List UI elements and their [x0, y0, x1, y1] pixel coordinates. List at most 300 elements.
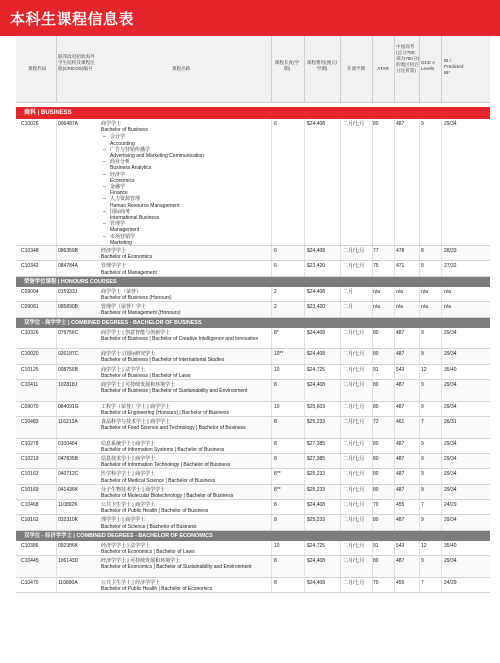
cell-intake: 二月/七月 [343, 381, 365, 388]
course-name-cn: 信息系统学士 | 商学学士 [101, 440, 156, 447]
cell-gaokao: 487 [396, 351, 405, 358]
cell-atar: 70 [373, 579, 379, 586]
course-name-en: Bachelor of Public Health | Bachelor of Business [101, 508, 209, 515]
course-name-en: Bachelor of Management (Honours) [101, 310, 181, 317]
header-name: 课程名称 [172, 66, 191, 71]
cell-ib: 29/34 [444, 486, 457, 493]
section-header: 荣誉学位课程 | HONOURS COURSES [16, 277, 490, 287]
course-name-cn: 商学学士 | 国际研究学士 [101, 351, 156, 358]
cell-cricos: 008756B [58, 366, 79, 373]
course-name-en: Bachelor of Engineering (Honours) | Bachelor of Business [101, 409, 230, 416]
cell-ib: 24/29 [444, 579, 457, 586]
cell-ib: 29/34 [444, 455, 457, 462]
major-name-cn: – 国际商务 [110, 208, 131, 215]
cell-ib: 24/29 [444, 502, 457, 509]
course-name-cn: 管理学（荣誉）学士 [101, 304, 147, 311]
cell-gce: 9 [421, 558, 424, 565]
cell-atar: 80 [373, 558, 379, 565]
cell-ib: 29/34 [444, 351, 457, 358]
cell-cricos: 085890B [58, 304, 79, 311]
major-name-cn: – 商业分析 [110, 159, 131, 166]
cell-code: C10169 [21, 486, 39, 493]
cell-gaokao: 487 [396, 558, 405, 565]
cell-gce: 9 [421, 455, 424, 462]
cell-code: C09070 [21, 403, 39, 410]
cell-length: 8 [274, 558, 277, 565]
cell-gaokao: n/a [396, 304, 403, 311]
major-name-en: Marketing [110, 239, 132, 246]
course-name-en: Bachelor of Economics [101, 254, 153, 261]
course-name-en: Bachelor of Medical Science | Bachelor of Business [101, 477, 216, 484]
table-row [16, 469, 490, 484]
header-length: 课程长度(学期) [274, 60, 300, 71]
cell-gaokao: 487 [396, 381, 405, 388]
course-name-en: Bachelor of Public Health | Bachelor of Economics [101, 586, 213, 593]
cell-gaokao: 543 [396, 366, 405, 373]
table-row [16, 515, 490, 530]
course-name-cn: 经济学学士 [101, 248, 127, 254]
course-name-cn: 理学学士 | 商学学士 [101, 517, 146, 524]
cell-code: C09004 [21, 288, 39, 295]
cell-ib: 29/34 [444, 440, 457, 447]
cell-intake: 二月/七月 [343, 455, 365, 462]
cell-code: C10219 [21, 455, 39, 462]
header-code: 课程代码 [28, 66, 47, 71]
cell-ib: 27/32 [444, 263, 457, 270]
cell-ib: 29/34 [444, 471, 457, 478]
major-item [101, 134, 271, 146]
cell-fee: $23,420 [307, 304, 326, 311]
header-intake: 开课学期 [346, 66, 366, 71]
cell-length: 8 [274, 517, 277, 524]
cell-course-name [101, 471, 271, 483]
cell-gce: 7 [421, 579, 424, 586]
table-row [16, 287, 490, 302]
table-row [16, 261, 490, 276]
course-name-en: Bachelor of Business (Honours) [101, 294, 172, 301]
cell-cricos: 084784A [58, 263, 79, 270]
cell-ib: 26/31 [444, 418, 457, 425]
cell-cricos: 041436K [58, 486, 79, 493]
cell-intake: 二月/七月 [343, 403, 365, 410]
cell-intake: 二月/七月 [343, 121, 365, 127]
course-name-cn: 公共卫生学士 | 商学学士 [101, 502, 156, 509]
cell-course-name [101, 558, 271, 570]
cell-fee: $23,420 [307, 263, 326, 270]
cell-ib: 35/40 [444, 542, 457, 549]
cell-fee: $24,408 [307, 502, 326, 509]
cell-length: 10** [274, 351, 284, 358]
cell-fee: $24,408 [307, 248, 326, 254]
table-row [16, 246, 490, 261]
cell-intake: 二月 [343, 304, 354, 311]
cell-code: C10326 [21, 329, 39, 336]
cell-ib: 28/33 [444, 248, 457, 254]
cell-code: C10411 [21, 381, 39, 388]
section-header: 双学位 - 经济学学士 | COMBINED DEGREES - BACHELOR OF ECONOMICS [16, 531, 490, 541]
cell-length: 8 [274, 455, 277, 462]
cell-code: C10020 [21, 351, 39, 358]
course-name-en: Bachelor of Economics | Bachelor of Sustainability and Environment [101, 564, 252, 571]
cell-gce: 9 [421, 403, 424, 410]
section-header: 商科 | BUSINESS [16, 107, 490, 119]
section-rows [16, 328, 490, 531]
cell-intake: 二月/七月 [343, 579, 365, 586]
cell-fee: $25,233 [307, 517, 326, 524]
cell-intake: 二月/七月 [343, 366, 365, 373]
cell-fee: $24,408 [307, 558, 326, 565]
cell-course-name [101, 263, 271, 275]
page-title: 本科生课程信息表 [10, 10, 135, 28]
cell-code: C10026 [21, 121, 39, 127]
cell-cricos: 086359B [58, 248, 79, 254]
cell-atar: 80 [373, 403, 379, 410]
table-row [16, 402, 490, 417]
course-name-cn: 管理学学士 [101, 263, 127, 270]
cell-length: 6 [274, 263, 277, 270]
course-name-en: Bachelor of Business | Bachelor of International Studies [101, 357, 225, 364]
cell-intake: 二月/七月 [343, 440, 365, 447]
cell-fee: $24,408 [307, 288, 326, 295]
cell-intake: 二月/七月 [343, 486, 365, 493]
major-item [101, 184, 271, 196]
cell-length: 8** [274, 486, 281, 493]
header-atar: ATAR [377, 66, 389, 71]
cell-course-name [101, 404, 271, 416]
major-item [101, 234, 271, 246]
major-name-cn: – 人力资源管理 [110, 196, 141, 203]
cell-code: C10470 [21, 579, 39, 586]
course-name-cn: 医学科学学士 | 商学学士 [101, 471, 156, 478]
cell-cricos: 032310K [58, 517, 79, 524]
major-name-en: Accounting [110, 140, 135, 147]
cell-length: 10 [274, 403, 280, 410]
course-name-cn: 信息技术学士 | 商学学士 [101, 455, 156, 462]
cell-gce: 9 [421, 517, 424, 524]
cell-code: C10278 [21, 440, 39, 447]
cell-course-name [101, 367, 271, 379]
cell-intake: 二月/七月 [343, 248, 365, 254]
major-item [101, 209, 271, 221]
course-table [16, 107, 490, 593]
cell-intake: 二月/七月 [343, 351, 365, 358]
major-name-en: International Business [110, 215, 160, 222]
table-row [16, 365, 490, 380]
cell-code: C10163 [21, 471, 39, 478]
cell-gce: 9 [421, 351, 424, 358]
cell-gaokao: 487 [396, 517, 405, 524]
cell-cricos: 116213A [58, 418, 78, 425]
cell-gaokao: 487 [396, 329, 405, 336]
cell-course-name [101, 351, 271, 363]
cell-fee: $25,233 [307, 486, 326, 493]
cell-gaokao: 471 [396, 263, 405, 270]
course-name-cn: 商学学士 | 可持续发展和环境学士 [101, 381, 176, 388]
cell-length: 2 [274, 288, 277, 295]
cell-gce: 8 [421, 248, 424, 254]
cell-cricos: 106143D [58, 558, 79, 565]
section-header: 双学位 - 商学学士 | COMBINED DEGREES - BACHELOR OF BUSINESS [16, 318, 490, 328]
course-name-cn: 商学学士（荣誉） [101, 288, 142, 295]
cell-course-name [101, 304, 271, 316]
major-name-cn: – 广告与营销传播学 [110, 146, 151, 153]
cell-code: C10468 [21, 502, 39, 509]
cell-gaokao: 487 [396, 455, 405, 462]
cell-gce: 9 [421, 381, 424, 388]
table-row [16, 500, 490, 515]
cell-course-name [101, 382, 271, 394]
cell-cricos: 026187C [58, 351, 79, 358]
cell-atar: 80 [373, 486, 379, 493]
cell-length: 6 [274, 121, 277, 127]
cell-fee: $24,408 [307, 381, 326, 388]
cell-length: 10 [274, 542, 280, 549]
major-name-cn: – 会计学 [110, 134, 126, 141]
table-row [16, 417, 490, 439]
course-name-cn: 商学学士 [101, 121, 122, 127]
cell-intake: 二月/七月 [343, 329, 365, 336]
cell-atar: n/a [373, 288, 380, 295]
cell-gce: n/a [421, 288, 428, 295]
cell-course-name [101, 419, 271, 431]
cell-gaokao: 461 [396, 418, 405, 425]
cell-gce: 7 [421, 502, 424, 509]
course-name-cn: 经济学学士 | 法学学士 [101, 542, 151, 549]
cell-atar: 80 [373, 455, 379, 462]
cell-ib: 35/40 [444, 366, 457, 373]
cell-length: 2 [274, 304, 277, 311]
cell-gaokao: 455 [396, 502, 405, 509]
cell-atar: 80 [373, 121, 379, 127]
cell-ib: 29/34 [444, 121, 457, 127]
table-row [16, 302, 490, 317]
cell-atar: n/a [373, 304, 380, 311]
cell-length: 8 [274, 440, 277, 447]
cell-gce: n/a [421, 304, 428, 311]
course-name-en: Bachelor of Business [101, 127, 148, 134]
course-name-en: Bachelor of Information Systems | Bachelor of Business [101, 446, 225, 453]
major-item [101, 221, 271, 233]
cell-intake: 二月/七月 [343, 263, 365, 270]
cell-cricos: 110892K [58, 502, 78, 509]
cell-intake: 二月 [343, 288, 354, 295]
cell-intake: 二月/七月 [343, 471, 365, 478]
course-name-en: Bachelor of Information Technology | Bachelor of Business [101, 462, 231, 469]
header-cricos: 联邦政府招收海外学生院校及课程注册(CRICOS)编号 [58, 54, 95, 71]
cell-code: C10125 [21, 366, 39, 373]
cell-code: C10483 [21, 418, 39, 425]
cell-course-name [101, 517, 271, 529]
course-name-en: Bachelor of Business | Bachelor of Sustainability and Environment [101, 388, 248, 395]
cell-gaokao: 455 [396, 579, 405, 586]
course-name-cn: 商学学士 | 法学学士 [101, 366, 146, 373]
cell-atar: 72 [373, 418, 379, 425]
cell-length: 8 [274, 381, 277, 388]
cell-atar: 75 [373, 263, 379, 270]
cell-gaokao: n/a [396, 288, 403, 295]
header-ib: IB / Predicted IB* [444, 58, 464, 75]
cell-intake: 二月/七月 [343, 558, 365, 565]
cell-fee: $24,408 [307, 329, 326, 336]
cell-atar: 91 [373, 366, 379, 373]
cell-gce: 12 [421, 366, 427, 373]
cell-cricos: 0100484 [58, 440, 78, 447]
header-fee: 课程费用(澳元/学期) [306, 60, 338, 71]
course-name-en: Bachelor of Business | Bachelor of Creative Intelligence and Innovation [101, 335, 259, 342]
cell-code: C10162 [21, 517, 39, 524]
cell-code: C09081 [21, 304, 39, 311]
table-row [16, 380, 490, 402]
cell-atar: 80 [373, 517, 379, 524]
cell-gaokao: 487 [396, 471, 405, 478]
cell-ib: 29/34 [444, 558, 457, 565]
cell-atar: 80 [373, 329, 379, 336]
cell-cricos: 040712C [58, 471, 79, 478]
cell-course-name [101, 456, 271, 468]
cell-ib: 29/34 [444, 329, 457, 336]
cell-course-name [101, 502, 271, 514]
cell-length: 8 [274, 502, 277, 509]
cell-course-name [101, 441, 271, 453]
cell-length: 10 [274, 366, 280, 373]
table-row [16, 578, 490, 593]
major-item [101, 159, 271, 171]
table-row [16, 119, 490, 246]
cell-cricos: 079756C [58, 329, 79, 336]
table-row [16, 485, 490, 500]
cell-course-name [101, 289, 271, 301]
course-name-cn: 经济学学士 | 可持续发展和环境学士 [101, 558, 181, 565]
table-row [16, 556, 490, 578]
cell-atar: 91 [373, 542, 379, 549]
cell-fee: $25,603 [307, 403, 326, 410]
cell-atar: 80 [373, 440, 379, 447]
major-name-cn: – 管理学 [110, 221, 126, 228]
cell-fee: $25,233 [307, 418, 326, 425]
column-header-row [16, 36, 490, 103]
cell-gce: 9 [421, 440, 424, 447]
cell-length: 8 [274, 418, 277, 425]
cell-cricos: 092386K [58, 542, 79, 549]
major-name-en: Advertising and Marketing Communication [110, 153, 204, 160]
cell-fee: $27,385 [307, 440, 326, 447]
cell-gaokao: 487 [396, 486, 405, 493]
cell-intake: 二月/七月 [343, 418, 365, 425]
major-name-cn: – 经济学 [110, 171, 126, 178]
major-item [101, 147, 271, 159]
course-name-cn: 食品科学与技术学士 | 商学学士 [101, 418, 171, 425]
cell-cricos: 110890A [58, 579, 78, 586]
cell-fee: $24,725 [307, 366, 326, 373]
section-rows [16, 541, 490, 593]
cell-fee: $24,408 [307, 579, 326, 586]
cell-course-name [101, 330, 271, 342]
page-header [0, 0, 500, 36]
section-rows [16, 119, 490, 277]
cell-gce: 9 [421, 486, 424, 493]
cell-ib: 29/34 [444, 381, 457, 388]
cell-gaokao: 487 [396, 403, 405, 410]
cell-course-name [101, 121, 271, 246]
course-name-en: Bachelor of Molecular Biotechnology | Bachelor of Business [101, 492, 234, 499]
course-name-en: Bachelor of Economics | Bachelor of Laws [101, 549, 195, 556]
section-rows [16, 287, 490, 318]
major-item [101, 172, 271, 184]
cell-cricos: 102818J [58, 381, 78, 388]
cell-cricos: 015933J [58, 288, 78, 295]
cell-fee: $24,725 [307, 542, 326, 549]
cell-code: C10445 [21, 558, 39, 565]
course-name-cn: 分子生物技术学士 | 商学学士 [101, 486, 166, 493]
cell-cricos: 006487A [58, 121, 79, 127]
course-name-en: Bachelor of Business | Bachelor of Laws [101, 372, 191, 379]
cell-cricos: 084091G [58, 403, 79, 410]
cell-length: 8 [274, 579, 277, 586]
major-name-en: Finance [110, 190, 128, 197]
course-name-en: Bachelor of Science | Bachelor of Business [101, 523, 197, 530]
major-name-en: Management [110, 227, 140, 234]
major-name-en: Economics [110, 177, 135, 184]
cell-fee: $27,385 [307, 455, 326, 462]
cell-fee: $24,408 [307, 121, 326, 127]
cell-atar: 80 [373, 381, 379, 388]
cell-course-name [101, 487, 271, 499]
table-row [16, 349, 490, 364]
cell-atar: 80 [373, 351, 379, 358]
header-gaokao: 中国高考(总分750,部为750分)的地区权百分比折算) [396, 44, 419, 73]
cell-atar: 70 [373, 502, 379, 509]
course-name-en: Bachelor of Food Science and Technology | Bachelor of Business [101, 425, 246, 432]
major-item [101, 196, 271, 208]
course-name-cn: 商学学士 | 创意智能与创新学士 [101, 329, 171, 336]
cell-intake: 二月/七月 [343, 542, 365, 549]
cell-gce: 9 [421, 121, 424, 127]
cell-course-name [101, 543, 271, 555]
cell-atar: 77 [373, 248, 379, 254]
cell-ib: 29/34 [444, 517, 457, 524]
cell-course-name [101, 248, 271, 260]
cell-gaokao: 543 [396, 542, 405, 549]
cell-gce: 7 [421, 418, 424, 425]
cell-ib: n/a [444, 288, 451, 295]
cell-length: 8** [274, 471, 281, 478]
cell-length: 8* [274, 329, 279, 336]
course-name-cn: 公共卫生学士 | 经济学学士 [101, 579, 161, 586]
cell-gce: 12 [421, 542, 427, 549]
cell-gce: 8 [421, 263, 424, 270]
cell-gaokao: 487 [396, 440, 405, 447]
cell-intake: 二月/七月 [343, 502, 365, 509]
cell-gce: 9 [421, 329, 424, 336]
cell-code: C10348 [21, 248, 39, 254]
table-row [16, 454, 490, 469]
table-row [16, 541, 490, 556]
cell-course-name [101, 580, 271, 592]
cell-code: C10342 [21, 263, 39, 270]
majors-list [101, 134, 271, 246]
cell-ib: 29/34 [444, 403, 457, 410]
major-name-cn: – 金融学 [110, 184, 126, 191]
cell-intake: 二月/七月 [343, 517, 365, 524]
header-gce: GCE A Levels [421, 60, 435, 71]
cell-fee: $24,408 [307, 351, 326, 358]
cell-code: C10386 [21, 542, 39, 549]
cell-gce: 9 [421, 471, 424, 478]
major-name-en: Human Resource Management [110, 202, 180, 209]
table-row [16, 328, 490, 350]
major-name-cn: – 市场营销学 [110, 233, 136, 240]
table-row [16, 439, 490, 454]
